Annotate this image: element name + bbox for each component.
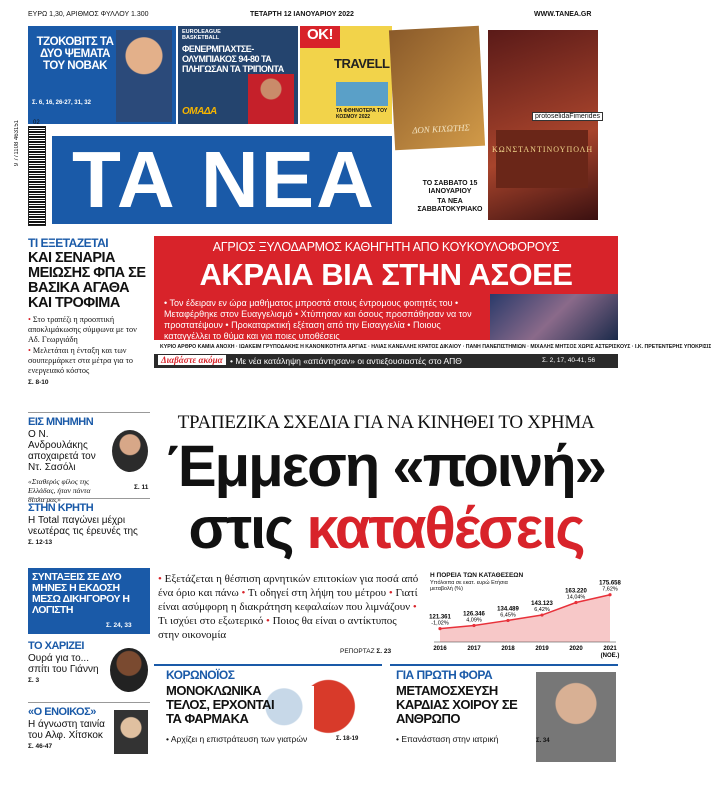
- ok-label: OK!: [300, 26, 340, 48]
- main-kicker: ΤΡΑΠΕΖΙΚΑ ΣΧΕΔΙΑ ΓΙΑ ΝΑ ΚΙΝΗΘΕΙ ΤΟ ΧΡΗΜΑ: [177, 412, 595, 433]
- vat-bullet-1: Στο τραπέζι η προοπτική αποκλιμάκωσης σύμφωνα με τον Αδ. Γεωργιάδη: [28, 315, 137, 344]
- enoikos-text: Η άγνωστη ταινία του Αλφ. Χίτσκοκ: [28, 719, 105, 741]
- chart-value-label: 134.489: [497, 606, 519, 613]
- memory-text: Ο Ν. Ανδρουλάκης αποχαιρετά τον Ντ. Σασόλι: [28, 429, 96, 473]
- hitchcock-photo: [114, 710, 148, 754]
- chart-svg: [428, 572, 621, 662]
- chart-value-label: 163.220: [565, 588, 587, 595]
- red-body: • Τον έδειραν εν ώρα μαθήματος μπροστά στους έντρομους φοιτητές του • Μεταφέρθηκε στον Ευαγγελισμό • Χτύπησαν και όσους προσπάθησαν να τον προστατέψουν • Προκαταρκτική εξέταση από την Εισαγγελία • Ποιους καταγγέλλει το θύμα και για ποιες υποθέσεις: [164, 298, 472, 341]
- chart-tick-label: 2016: [433, 646, 447, 652]
- chart-point: [506, 619, 509, 622]
- enoikos-story[interactable]: [28, 706, 150, 764]
- pig-kicker: ΓΙΑ ΠΡΩΤΗ ΦΟΡΑ: [396, 668, 493, 682]
- travell-label: TRAVELL: [334, 56, 390, 71]
- chart-change-label: 4,09%: [466, 617, 482, 624]
- saturday-brand: ΤΑ ΝΕΑ ΣΑΒΒΑΤΟΚΥΡΙΑΚΟ: [417, 198, 483, 213]
- chart-change-label: -1,02%: [431, 620, 449, 627]
- watermark: protoselidaFimerides: [532, 112, 603, 121]
- xarizei-kicker: ΤΟ ΧΑΡΙΖΕΙ: [28, 640, 84, 652]
- xarizei-text: Ουρά για το... σπίτι του Γιάννη: [28, 653, 99, 675]
- syntaxeis-box[interactable]: [28, 568, 150, 634]
- chart-tick-label: 2018: [501, 646, 515, 652]
- website[interactable]: WWW.TANEA.GR: [534, 11, 592, 18]
- tennis-title: ΤΖΟΚΟΒΙΤΣ ΤΑ ΔΥΟ ΨΕΜΑΤΑ ΤΟΥ ΝΟΒΑΚ: [36, 36, 114, 72]
- logo-band: [52, 136, 392, 224]
- travel-photo: [336, 82, 388, 106]
- crete-kicker: ΣΤΗΝ ΚΡΗΤΗ: [28, 502, 94, 514]
- chart-change-label: 6,45%: [500, 612, 516, 619]
- chart-subtitle: Υπόλοιπα σε εκατ. ευρώ Ετήσια μεταβολή (%): [430, 580, 508, 592]
- red-story[interactable]: [154, 236, 618, 340]
- headline-word-red: καταθέσεις: [306, 496, 584, 561]
- basket-title: ΦΕΝΕΡΜΠΑΧΤΣΕ-ΟΛΥΜΠΙΑΚΟΣ 94-80 ΤΑ ΠΛΗΓΩΣΑΝ ΤΑ ΤΡΙΠΟΝΤΑ: [182, 44, 284, 74]
- book1-title: ΔΟΝ ΚΙΧΩΤΗΣ: [411, 122, 471, 136]
- pig-text: • Επανάσταση στην ιατρική: [396, 734, 499, 744]
- league-label: EUROLEAGUE BASKETBALL: [182, 29, 221, 41]
- chart-value-label: 143.123: [531, 601, 553, 608]
- antetokounmpo-photo: [110, 648, 148, 692]
- asoee-photo: [490, 294, 618, 340]
- book2-title: ΚΩΝΣΤΑΝΤΙΝΟΥΠΟΛΗ: [492, 145, 594, 154]
- main-bullet: Τι οδηγεί στη λήψη του μέτρου: [247, 587, 387, 599]
- vat-kicker: ΤΙ ΕΞΕΤΑΖΕΤΑΙ: [28, 236, 109, 250]
- read-more-bar[interactable]: [154, 354, 618, 368]
- chart-tick-label: 2019: [535, 646, 549, 652]
- main-headline-line1: Έμμεση «ποινή»: [167, 434, 605, 499]
- chart-point: [438, 627, 441, 630]
- crete-text: Η Total παγώνει μέχρι νεωτέρας τις έρευνές της: [28, 515, 138, 537]
- chart-value-label: 175.658: [599, 580, 621, 587]
- main-bullets: • Εξετάζεται η θέσπιση αρνητικών επιτοκίων για ποσά από ένα όριο και πάνω • Τι οδηγεί στη λήψη του μέτρου • Γιατί είναι ασύμφορη η διακράτηση κεφαλαίων που λιμνάζουν • Τι ισχύει στο εξωτερικό • Ποιος θα είναι ο αντίκτυπος στην οικονομία: [158, 573, 419, 641]
- main-bullet: Γιατί είναι ασύμφορη η διακράτηση κεφαλαίων που λιμνάζουν: [158, 587, 418, 613]
- memory-kicker: ΕΙΣ ΜΝΗΜΗΝ: [28, 416, 94, 428]
- vat-bullet-2: Μελετάται η ένταξη και των σουπερμάρκετ στα μέτρα για το ενεργειακό κόστος: [28, 346, 134, 375]
- djokovic-photo: [116, 30, 172, 122]
- chart-change-label: 14,04%: [566, 594, 586, 601]
- red-kicker: ΑΓΡΙΟΣ ΞΥΛΟΔΑΡΜΟΣ ΚΑΘΗΓΗΤΗ ΑΠΟ ΚΟΥΚΟΥΛΟΦΟΡΟΥΣ: [212, 240, 560, 254]
- covid-title: ΜΟΝΟΚΛΩΝΙΚΑ ΤΕΛΟΣ, ΕΡΧΟΝΤΑΙ ΤΑ ΦΑΡΜΑΚΑ: [166, 683, 275, 726]
- covid-pages: Σ. 18-19: [336, 736, 359, 742]
- patient-photo: [536, 672, 616, 762]
- book-don-quixote[interactable]: [389, 26, 485, 151]
- report-pages: Σ. 23: [376, 648, 392, 655]
- headline-word-black: στις: [188, 496, 293, 561]
- tennis-teaser[interactable]: [28, 26, 176, 124]
- enoikos-pages: Σ. 46-47: [28, 743, 53, 750]
- basket-teaser[interactable]: [178, 26, 298, 124]
- barcode-digits: 9 771108 463151: [14, 120, 20, 167]
- book2-corner: ΤΑ ΝΕΑ: [566, 228, 592, 235]
- report-credit: [340, 648, 391, 655]
- chart-point: [608, 593, 611, 596]
- omada-label: ΟΜΑΔΑ: [182, 106, 217, 117]
- issue-date: ΤΕΤΑΡΤΗ 12 ΙΑΝΟΥΑΡΙΟΥ 2022: [250, 11, 354, 18]
- xarizei-pages: Σ. 3: [28, 677, 40, 684]
- enoikos-kicker: «Ο ΕΝΟΙΚΟΣ»: [28, 706, 96, 718]
- chart-change-label: 7,62%: [602, 586, 618, 593]
- read-more-text: • Με νέα κατάληψη «απάντησαν» οι αντιεξουσιαστές στο ΑΠΘ: [230, 356, 462, 366]
- sassoli-photo: [112, 430, 148, 472]
- main-headline-line2: [154, 498, 618, 560]
- pig-title: ΜΕΤΑΜΟΣΧΕΥΣΗ ΚΑΡΔΙΑΣ ΧΟΙΡΟΥ ΣΕ ΑΝΘΡΩΠΟ: [396, 683, 518, 726]
- memory-pages: Σ. 11: [134, 484, 149, 491]
- memory-story[interactable]: [28, 416, 150, 504]
- main-bullet: Τι ισχύει στο εξωτερικό: [158, 615, 264, 627]
- covid-kicker: ΚΟΡΩΝΟΪΟΣ: [166, 668, 235, 682]
- red-authors: ΚΥΡΙΟ ΑΡΘΡΟ ΚΑΜΙΑ ΑΝΟΧΗ · ΙΩΑΚΕΙΜ ΓΡΥΠΟΔΑΚΗΣ Η ΚΑΝΟΝΙΚΟΤΗΤΑ ΑΡΓΙΑΣ · ΗΛΙΑΣ ΚΑΝΕΛΛΗΣ ΚΡΑΤΟΣ ΔΙΚΑΙΟΥ · ΠΑΝΗ ΠΑΝΕΠΙΣΤΗΜΙΩΝ · ΜΙΧΑΛΗΣ ΜΗΤΣΟΣ ΧΩΡΙΣ ΑΣΤΕΡΙΣΚΟΥΣ · Ι.Κ. ΠΡΕΤΕΝΤΕΡΗΣ ΥΠΟΚΡΙΣΙΣ: [160, 344, 711, 350]
- book2-cover-art: [496, 130, 588, 188]
- pig-pages: Σ. 34: [536, 738, 550, 744]
- vat-story[interactable]: ΤΙ ΕΞΕΤΑΖΕΤΑΙ ΚΑΙ ΣΕΝΑΡΙΑ ΜΕΙΩΣΗΣ ΦΠΑ ΣΕ ΒΑΣΙΚΑ ΑΓΑΘΑ ΚΑΙ ΤΡΟΦΙΜΑ • Στο τραπέζι η προοπτική αποκλιμάκωσης σύμφωνα με τον Αδ. Γεωργιάδη • Μελετάται η ένταξη και των σουπερμάρκετ στα μέτρα για το ενεργειακό κόστος Σ. 8-10: [28, 236, 150, 386]
- syntaxeis-pages: Σ. 24, 33: [106, 622, 132, 629]
- memory-quote: «Σταθερός φίλος της Ελλάδας, ήταν πάντα δίπλα μας»: [28, 477, 91, 504]
- chart-point: [574, 601, 577, 604]
- deposits-chart: [428, 572, 621, 662]
- chart-tick-label: (ΝΟΕ.): [600, 653, 620, 659]
- chart-change-label: 6,42%: [534, 607, 550, 614]
- crete-pages: Σ. 12-13: [28, 539, 53, 546]
- barcode-issue: 02: [33, 120, 40, 126]
- main-bullet: Εξετάζεται η θέσπιση αρνητικών επιτοκίων για ποσά από ένα όριο και πάνω: [158, 573, 419, 599]
- vat-title: ΚΑΙ ΣΕΝΑΡΙΑ ΜΕΙΩΣΗΣ ΦΠΑ ΣΕ ΒΑΣΙΚΑ ΑΓΑΘΑ ΚΑΙ ΤΡΟΦΙΜΑ: [28, 250, 146, 311]
- chart-point: [540, 613, 543, 616]
- crete-story[interactable]: [28, 502, 150, 546]
- chart-title: Η ΠΟΡΕΙΑ ΤΩΝ ΚΑΤΑΘΕΣΕΩΝ: [430, 572, 524, 579]
- chart-point: [472, 624, 475, 627]
- divider: [28, 702, 150, 703]
- chart-tick-label: 2020: [569, 646, 583, 652]
- book-constantinople[interactable]: [488, 30, 598, 235]
- tennis-pages: Σ. 6, 16, 26-27, 31, 32: [32, 100, 91, 106]
- covid-text: • Αρχίζει η επιστράτευση των γιατρών: [166, 734, 308, 744]
- report-label: ΡΕΠΟΡΤΑΖ: [340, 648, 375, 655]
- player-photo: [248, 74, 294, 124]
- divider: [28, 498, 150, 499]
- travel-note: ΤΑ ΦΘΗΝΟΤΕΡΑ ΤΟΥ ΚΟΣΜΟΥ 2022: [336, 108, 388, 120]
- pig-heart-story[interactable]: [390, 664, 618, 760]
- chart-tick-label: 2017: [467, 646, 481, 652]
- syntaxeis-title: ΣΥΝΤΑΞΕΙΣ ΣΕ ΔΥΟ ΜΗΝΕΣ Η ΕΚΔΟΣΗ ΜΕΣΩ ΔΙΚΗΓΟΡΟΥ Η ΛΟΓΙΣΤΗ: [32, 571, 130, 616]
- saturday-note: ΤΟ ΣΑΒΒΑΤΟ 15 ΙΑΝΟΥΑΡΙΟΥ: [422, 180, 478, 195]
- logo[interactable]: ΤΑ ΝΕΑ: [72, 135, 376, 224]
- main-bullet: Ποιος θα είναι ο αντίκτυπος στην οικονομία: [158, 615, 397, 641]
- barcode: [28, 126, 46, 226]
- price-issue: ΕΥΡΩ 1,30, ΑΡΙΘΜΟΣ ΦΥΛΛΟΥ 1.300: [28, 11, 149, 18]
- chart-value-label: 126.346: [463, 611, 485, 618]
- read-more-label: Διαβάστε ακόμα: [158, 355, 226, 365]
- red-headline: ΑΚΡΑΙΑ ΒΙΑ ΣΤΗΝ ΑΣΟΕΕ: [199, 257, 573, 292]
- magazines-promo[interactable]: [300, 26, 392, 124]
- chart-tick-label: 2021: [603, 646, 617, 652]
- vat-pages: Σ. 8-10: [28, 379, 49, 386]
- covid-story[interactable]: [154, 664, 382, 760]
- divider: [28, 412, 150, 413]
- read-more-pages: Σ. 2, 17, 40-41, 56: [542, 357, 596, 364]
- xarizei-story[interactable]: [28, 640, 150, 700]
- chart-value-label: 121.361: [429, 614, 451, 621]
